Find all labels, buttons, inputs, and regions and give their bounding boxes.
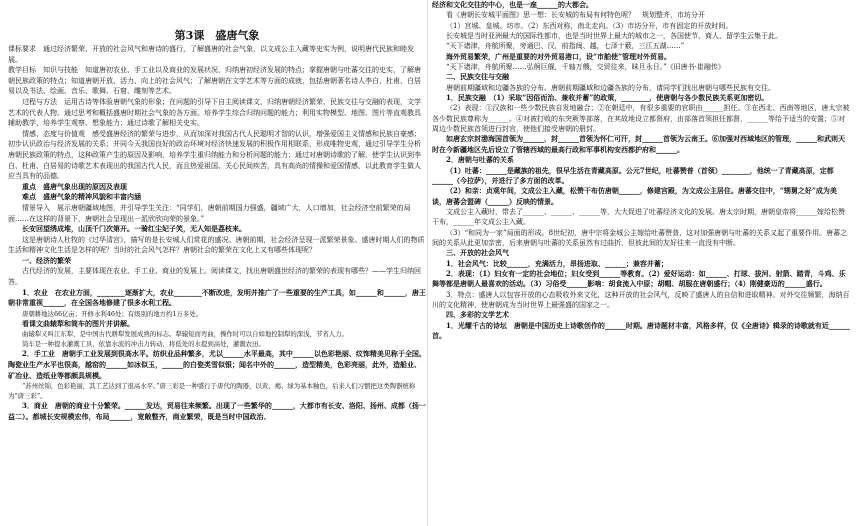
- right-line-7: “天下诸津，舟航所聚……弘舸巨舰，千轴万艘，交贸往来，昧旦永日。”《旧唐书·崔融传》: [446, 63, 725, 72]
- right-line-11: （2）表现：①汉族和一些少数民族自发地融合；②在朝廷中，有很多重要的官职由______担任。③在西北、西南等地区，唐太宗被各少数民族尊称为______。④对被打败的东突厥等部落，在其故地设立都督府，由部落首领担任都督，______等给予适当的安置；⑤对周边少数民族首领进行封官，使他们接受唐朝的册封。: [432, 104, 850, 134]
- right-line-5: “天下诸津，舟航所聚，旁通巴、汉，前指闽、越，七泽十薮，三江五湖……”: [446, 42, 685, 51]
- right-line-1: 经济和文化交往的中心，也是一座______的大都会。: [432, 0, 593, 9]
- waterwheel-note: 筒车是一种提水灌溉工具，依靠水流的冲击力转动，将低处的水提到高处，灌溉农田。: [22, 340, 265, 349]
- teaching-goal-process: 过程与方法 运用古诗等体验唐朝气象的形象；在问题的引导下自主阅读课文，归纳唐朝经济繁荣、民族交往与交融的表现，文学艺术的代表人物。通过思考和概括盛唐时期社会气象的各方面。培养学生综合归纳问题的能力；利用实物模型、地图、图片等直观教具辅助教学，培养学生观察、想象能力；通过诗歌了解相关史实。: [8, 97, 421, 128]
- right-line-14: （1）吐蕃：______是藏族的祖先，很早生活在青藏高原。公元7世纪，吐蕃赞普（首领）________，他统一了青藏高原，定都______（今拉萨），并进行了多方面的改革。: [432, 165, 834, 185]
- right-line-20: 2．表现：（1）妇女有一定的社会地位；妇女受到______等教育。（2）爱好运动：如______、打球、拔河、射箭、踏青，斗鸡、乐舞等都是唐朝人最喜欢的活动。（3）习俗受______影响：胡食流入中原；胡帽、胡服在唐朝盛行；（4）刚健豪迈的______盛行。: [432, 268, 846, 289]
- right-line-17: （3）“和同为一家”局面的形成。8世纪初，唐中宗将金城公主嫁给吐蕃赞普，这对加强唐朝与吐蕃的关系又起了重要作用。唐蕃之间的关系从此更加亲密，后来唐朝与吐蕃的关系虽然有过曲折，但彼此间的友好往来一直没有中断。: [432, 228, 848, 247]
- left-column: [8, 0, 426, 526]
- right-line-12: 如唐玄宗封渤海国首领为______，封______首领为怀仁可汗，封______首领为云南王。⑥加强对西域地区的管理，______和武则天时在今新疆地区先后设立了管辖西域的最高行政和军事机构安西都护府和______。: [432, 134, 845, 154]
- agriculture-paragraph: 1．农业 在农业方面，________逐渐扩大，农业________不断改进，发明并推广了一些重要的生产工具，如______和______，唐王朝非常重视______，在全国各地修建了很多水利工程。: [8, 287, 426, 308]
- tibet-heading: 2．唐朝与吐蕃的关系: [446, 155, 514, 165]
- right-line-15: （2）和亲：贞观年间，文成公主入藏，松赞干布仿唐朝______，修建宫殿，为文成公主居住。唐蕃交往中，“甥舅之好”成为美谈，唐蕃会盟碑（______）反映的情景。: [432, 186, 837, 206]
- poem-explanation: 这是唐朝诗人杜牧的《过华清宫》，描写的是长安城人们赏花的盛况。唐朝前期，社会经济呈现一派繁荣景象。盛唐时期人们的物质生活和精神文化生活是怎样的呢？当时的社会风气怎样？唐朝社会的繁荣在文化上又有哪些体现呢？: [8, 235, 425, 255]
- section-heading-society: 三、开放的社会风气: [446, 248, 509, 258]
- right-line-3: （1）宫城、皇城、坊市。（2）东西对称，南北走向。（3）市坊分开，市有固定的开放时间。: [446, 21, 733, 30]
- commerce-paragraph: 3．商业 唐朝的商业十分繁荣。______发达，贸易往来频繁。出现了一些繁华的______，大都市有长安、洛阳、扬州、成都（扬一益二）。都城长安规模宏伟，布局______，宽敞整齐，商业繁荣，既是当时中国政治、: [8, 401, 426, 421]
- column-divider: [427, 0, 428, 526]
- image-instruction: 看课文曲辕犁和筒车的图片并讲解。: [22, 318, 134, 328]
- right-line-10: 1．民族交融 （1）采取“因俗而治、兼收并蓄”的政策，________，使唐朝与各少数民族关系更加密切。: [446, 93, 769, 103]
- right-line-16: 文成公主入藏时，带去了______、______、______等，大大促进了吐蕃经济文化的发展。唐太宗时期，唐朝皇帝将______嫁给松赞干布，______年文成公主入藏。: [432, 207, 845, 227]
- right-line-6: 海外贸易繁荣，广州是重要的对外贸易港口，设“市舶使”管理对外贸易。: [446, 51, 672, 61]
- scenario-intro: 情景导入 展示唐朝疆域地图，并引导学生关注：“同学们，唐朝前期国力强盛，疆域广大，人口增加，社会经济空前繁荣的局面……在这样的背景下，唐朝社会呈现出一派欣欣向荣的景象。”: [8, 203, 411, 223]
- right-line-19: 1．社会风气：比较______，充满活力，昂扬进取、______；兼容并蓄；: [446, 258, 668, 268]
- right-line-23: 1．光耀千古的诗坛 唐朝是中国历史上诗歌创作的______时期。唐诗题材丰富，风格多样，仅《全唐诗》辑录的诗歌就有近______首。: [432, 320, 850, 340]
- difficult-point: 难点 盛唐气象的精神风貌和丰富内涵: [22, 192, 141, 202]
- teaching-goal-attitude: 情感、态度与价值观 感受盛唐经济的繁荣与进步，从而加深对我国古代人民聪明才智的认识，增强爱国主义情感和民族自豪感；初步认识政治与经济发展的关系；并同今天我国良好的政治环境对经济快速发展的积极作用相联系，形成唯物史观，通过引导学生分析唐朝民族政策的特点，这种政策产生的原因及影响，培养学生重归纳能力和分析问题的能力；通过对唐朝诗歌的了解，使学生认识到李白、杜甫、白居易的诗歌艺术表现出的我国古代人民，而且热爱祖国、关心民间疾苦，具有高尚的情操和爱国情感，以此教育学生做人应当具有的品德。: [8, 129, 421, 181]
- section-heading-economy: 一、经济的繁荣: [22, 255, 71, 265]
- curriculum-requirement: 课标要求 通过经济繁荣、开放的社会风气和唐诗的盛行，了解盛唐的社会气象，以文成公主入藏等史实为例，说明唐代民族和睦发展。: [8, 45, 414, 64]
- poem-line: 长安回望绣成堆，山顶千门次第开。一骑红尘妃子笑，无人知是荔枝来。: [22, 224, 246, 234]
- agriculture-note: 唐朝耕地达66亿亩；开修水利46处；有级别的地方约1万多处。: [22, 309, 203, 318]
- right-column: [432, 0, 850, 526]
- section-heading-literature: 四、多彩的文学艺术: [446, 310, 509, 320]
- teaching-goal-knowledge: 教学目标 知识与技能 知道唐初农业、手工业以及商业的发展状况，归纳唐初经济发展的特点；掌握唐朝与吐蕃交往的史实，了解唐朝民族政策的特点；知道唐朝开放、活力、向上的社会风气；了解唐朝在文学艺术等方面的成就，包括唐朝著名诗人李白、杜甫、白居易以及书法、绘画、音乐、歌舞、石窟、雕刻等艺术。: [8, 66, 421, 96]
- right-line-21: 3．特点：盛唐人以包容开放的心态吸收外来文化，这种开放的社会风气，反映了盛唐人的自信和进取精神。对外交往频繁，海纳百川的文化精神，使唐朝成为当时世界上最强盛的国家之一。: [432, 290, 850, 309]
- handicraft-paragraph: 2．手工业 唐朝手工业发展到很高水平。纺织业品种繁多，尤以______水平最高，其中______以色彩艳丽、纹饰精美见称于全国。陶瓷业生产水平也很高，越窑的______如冰似玉，______的白瓷类雪似银；闻名中外的______，造型精美，色彩亮丽，此外，造船业、矿冶业、造纸业等都颇具规模。: [8, 349, 426, 380]
- lesson-title: 第3课 盛唐气象: [174, 29, 260, 42]
- right-line-4: 长安城是当时亚洲最大的国际性都市，也是当时世界上最大的城市之一，各国使节、商人、留学生云集于此。: [446, 32, 782, 41]
- right-line-9: 唐朝前期疆域和边疆各族的分布。唐朝前期疆域和边疆各族的分布，请同学们找出唐朝与哪些民族有交往。: [446, 83, 775, 92]
- economy-intro: 古代经济的发展，主要体现在农业、手工业、商业的发展上。阅读课文，找出唐朝盛世经济的繁荣的表现有哪些？——学生归纳回答。: [8, 267, 421, 287]
- section-heading-ethnic: 二、民族交往与交融: [446, 72, 509, 82]
- key-point: 重点 盛唐气象出现的原因及表现: [22, 181, 127, 191]
- right-line-2: 看《唐朝长安城平面图》思一想：长安城的布局有何特色呢？ 规划整齐，市坊分开: [446, 11, 705, 20]
- handicraft-note: “苏州丝锦，色彩艳丽，其工艺达到了很高水平。”唐三彩是一种盛行于唐代的陶器，以黄、褐、绿为基本釉色，后来人们习惯把这类陶器统称为“唐三彩”。: [8, 382, 416, 401]
- plow-note: 曲辕犁又叫江东犁，是中国古代耕犁发展成熟的标志。犁辕短而弯曲，操作时可以自如地控制犁的深浅，节省人力。: [22, 330, 348, 339]
